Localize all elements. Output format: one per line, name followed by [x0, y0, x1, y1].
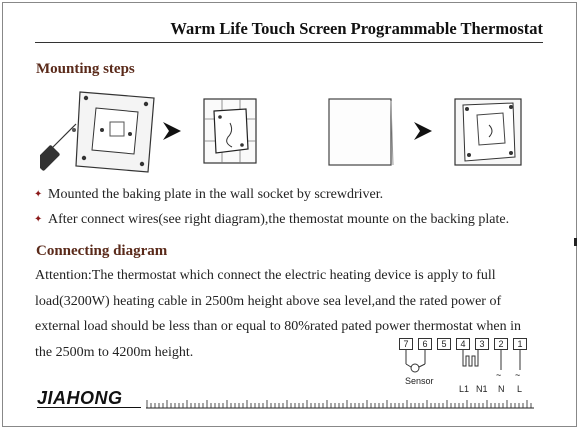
step-arrow-icon: [412, 122, 432, 140]
thermostat-mounting-figure: [453, 97, 525, 169]
title-rule: [35, 42, 543, 43]
edge-mark: [574, 238, 577, 246]
mounting-step-text: Mounted the baking plate in the wall socket by screwdriver.: [48, 187, 384, 202]
sensor-label: Sensor: [405, 376, 434, 386]
svg-text:~: ~: [515, 370, 521, 380]
mounting-step-1: [34, 187, 383, 203]
bullet-icon: ✦: [34, 214, 43, 225]
load-label-l1: L1: [459, 384, 470, 394]
terminal-1: 1: [513, 338, 527, 350]
brand-underline: [37, 407, 141, 408]
load-label-n1: N1: [476, 384, 488, 394]
terminal-4: 4: [456, 338, 470, 350]
page-title: Warm Life Touch Screen Programmable Thermostat: [170, 19, 543, 38]
svg-text:~: ~: [496, 370, 502, 380]
backing-plate-screwdriver-figure: [40, 88, 160, 176]
mounting-step-2: [34, 212, 509, 228]
terminal-6: 6: [418, 338, 432, 350]
bullet-icon: ✦: [34, 189, 43, 200]
mounting-step-text: After connect wires(see right diagram),the themostat mounte on the backing plate.: [48, 212, 510, 227]
wall-box-figure: [200, 97, 260, 167]
terminal-3: 3: [475, 338, 489, 350]
step-arrow-icon: [161, 122, 181, 140]
terminal-2: 2: [494, 338, 508, 350]
terminal-7: 7: [399, 338, 413, 350]
brand-logo: JIAHONG: [37, 388, 123, 408]
supply-label-n: N: [498, 384, 505, 394]
mounting-steps-heading: Mounting steps: [36, 61, 135, 77]
supply-label-l: L: [517, 384, 523, 394]
thermostat-front-figure: [327, 97, 395, 169]
terminal-5: 5: [437, 338, 451, 350]
connecting-diagram-heading: Connecting diagram: [36, 243, 168, 259]
attention-paragraph: Attention:The thermostat which connect the electric heating device is apply to full load(3200W) heating cable in 2500m height above sea level,and the rated power of external load should be less than or equal to 80%rated pated power thermostat when in the 2500m to 4200m height.: [35, 268, 521, 360]
footer-ruler: [146, 396, 536, 410]
